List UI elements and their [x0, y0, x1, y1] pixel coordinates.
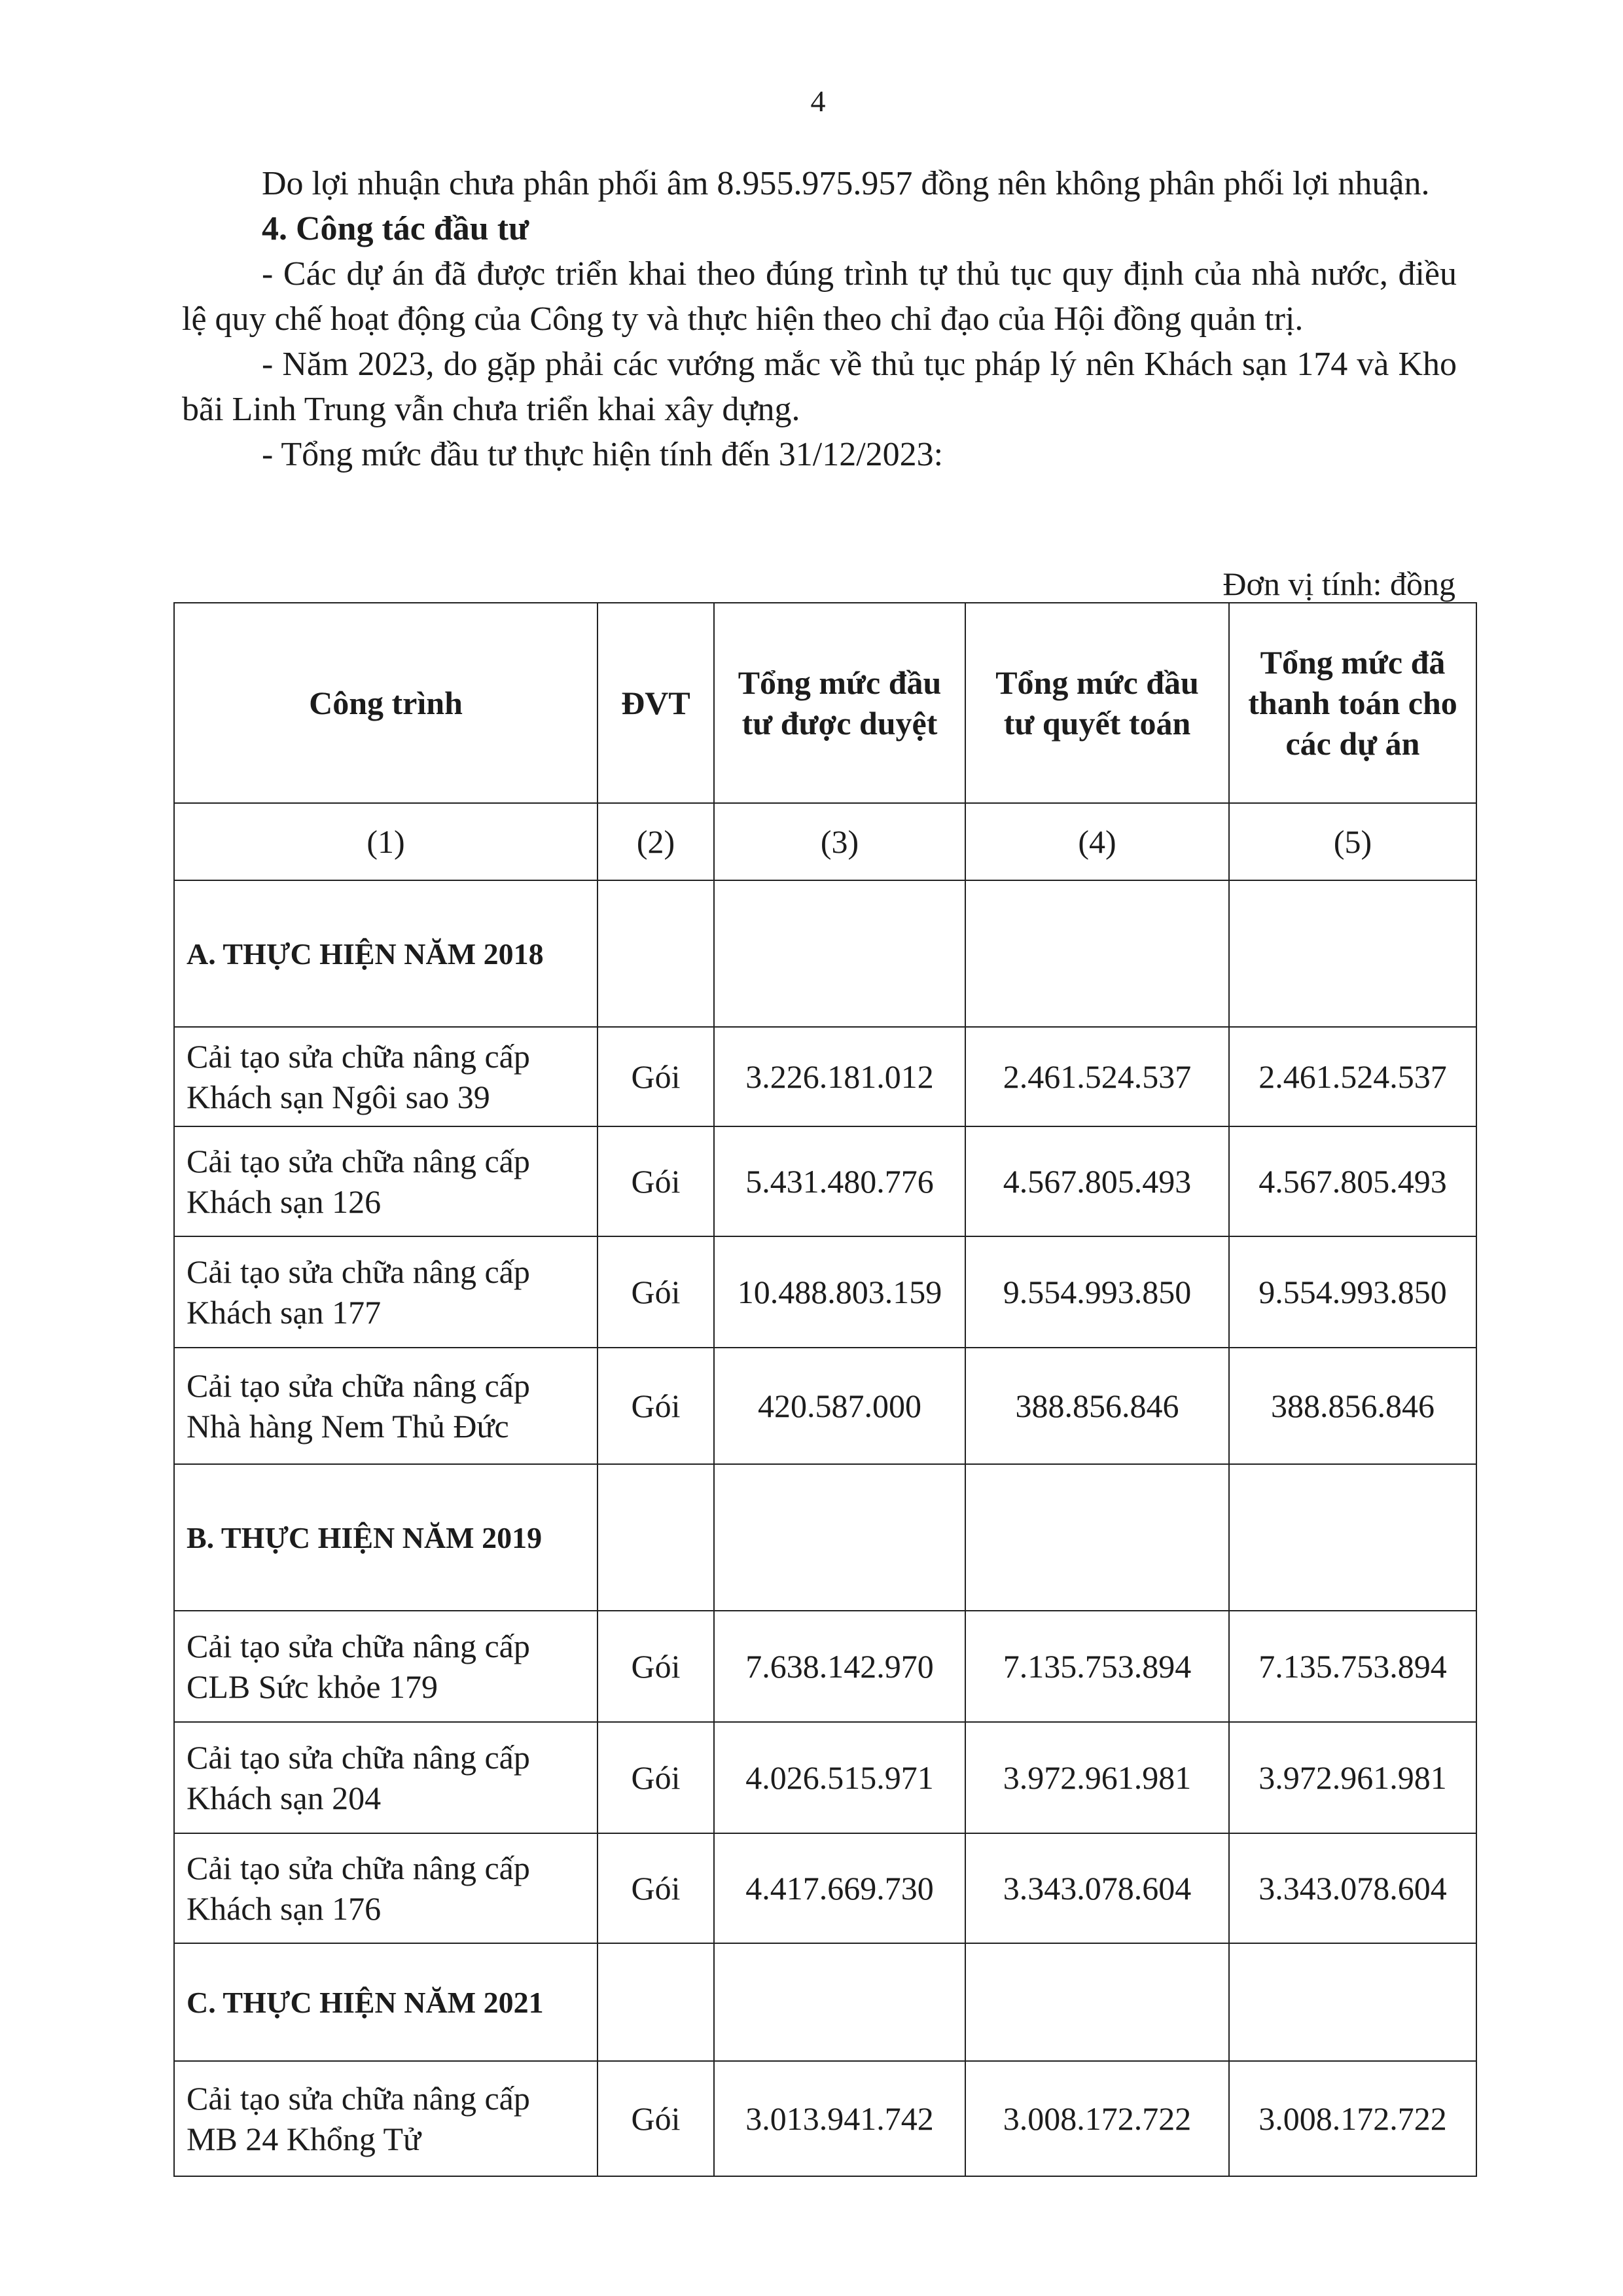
table-row [174, 1348, 1476, 1464]
paid-cell: 388.856.846 [1229, 1348, 1476, 1464]
approved-cell: 3.013.941.742 [714, 2061, 965, 2176]
settled-cell: 3.008.172.722 [965, 2061, 1229, 2176]
unit-cell: Gói [597, 1611, 714, 1722]
section-heading: 4. Công tác đầu tư [262, 210, 529, 247]
header-cong-trinh: Công trình [174, 603, 597, 803]
settled-cell: 388.856.846 [965, 1348, 1229, 1464]
paid-cell: 3.008.172.722 [1229, 2061, 1476, 2176]
paid-cell: 3.972.961.981 [1229, 1722, 1476, 1833]
section-row-2021 [174, 1943, 1476, 2061]
paragraph-total: - Tổng mức đầu tư thực hiện tính đến 31/12/2023: [262, 436, 944, 473]
section-row-2019 [174, 1464, 1476, 1611]
col-index: (2) [597, 803, 714, 880]
col-index: (3) [714, 803, 965, 880]
approved-cell: 420.587.000 [714, 1348, 965, 1464]
unit-cell: Gói [597, 1027, 714, 1126]
unit-cell: Gói [597, 2061, 714, 2176]
table-row [174, 1722, 1476, 1833]
header-paid: Tổng mức đã thanh toán cho các dự án [1229, 603, 1476, 803]
unit-cell: Gói [597, 1833, 714, 1943]
unit-cell: Gói [597, 1126, 714, 1236]
approved-cell: 5.431.480.776 [714, 1126, 965, 1236]
paid-cell: 3.343.078.604 [1229, 1833, 1476, 1943]
table-row [174, 2061, 1476, 2176]
paragraph-projects: - Các dự án đã được triển khai theo đúng trình tự thủ tục quy định của nhà nước, điều lệ quy chế hoạt động của Công ty và thực hiện theo chỉ đạo của Hội đồng quản trị. [182, 255, 1457, 338]
paid-cell: 7.135.753.894 [1229, 1611, 1476, 1722]
paid-cell: 4.567.805.493 [1229, 1126, 1476, 1236]
approved-cell: 4.417.669.730 [714, 1833, 965, 1943]
table-row [174, 1126, 1476, 1236]
approved-cell: 4.026.515.971 [714, 1722, 965, 1833]
project-name: Cải tạo sửa chữa nâng cấp Khách sạn 126 [174, 1126, 597, 1236]
section-title: C. THỰC HIỆN NĂM 2021 [174, 1943, 597, 2061]
column-index-row [174, 803, 1476, 880]
table-row [174, 1611, 1476, 1722]
section-title: B. THỰC HIỆN NĂM 2019 [174, 1464, 597, 1611]
project-name: Cải tạo sửa chữa nâng cấp Nhà hàng Nem Thủ Đức [174, 1348, 597, 1464]
table-row [174, 1236, 1476, 1348]
project-name: Cải tạo sửa chữa nâng cấp Khách sạn Ngôi sao 39 [174, 1027, 597, 1126]
settled-cell: 2.461.524.537 [965, 1027, 1229, 1126]
col-index: (5) [1229, 803, 1476, 880]
settled-cell: 4.567.805.493 [965, 1126, 1229, 1236]
approved-cell: 3.226.181.012 [714, 1027, 965, 1126]
header-settled: Tổng mức đầu tư quyết toán [965, 603, 1229, 803]
paid-cell: 2.461.524.537 [1229, 1027, 1476, 1126]
paragraph-profit: Do lợi nhuận chưa phân phối âm 8.955.975.957 đồng nên không phân phối lợi nhuận. [262, 165, 1430, 202]
table-row [174, 1833, 1476, 1943]
col-index: (4) [965, 803, 1229, 880]
unit-cell: Gói [597, 1722, 714, 1833]
header-approved: Tổng mức đầu tư được duyệt [714, 603, 965, 803]
settled-cell: 9.554.993.850 [965, 1236, 1229, 1348]
paid-cell: 9.554.993.850 [1229, 1236, 1476, 1348]
project-name: Cải tạo sửa chữa nâng cấp Khách sạn 204 [174, 1722, 597, 1833]
unit-cell: Gói [597, 1236, 714, 1348]
project-name: Cải tạo sửa chữa nâng cấp CLB Sức khỏe 179 [174, 1611, 597, 1722]
settled-cell: 3.972.961.981 [965, 1722, 1229, 1833]
paragraph-2023: - Năm 2023, do gặp phải các vướng mắc về thủ tục pháp lý nên Khách sạn 174 và Kho bãi Linh Trung vẫn chưa triển khai xây dựng. [182, 346, 1457, 428]
section-title: A. THỰC HIỆN NĂM 2018 [174, 880, 597, 1027]
investment-table [173, 602, 1477, 2177]
settled-cell: 7.135.753.894 [965, 1611, 1229, 1722]
unit-note: Đơn vị tính: đồng [1222, 565, 1455, 602]
col-index: (1) [174, 803, 597, 880]
page-number: 4 [810, 84, 826, 118]
header-dvt: ĐVT [597, 603, 714, 803]
project-name: Cải tạo sửa chữa nâng cấp Khách sạn 177 [174, 1236, 597, 1348]
section-row-2018 [174, 880, 1476, 1027]
approved-cell: 10.488.803.159 [714, 1236, 965, 1348]
body-text [182, 161, 1457, 477]
project-name: Cải tạo sửa chữa nâng cấp Khách sạn 176 [174, 1833, 597, 1943]
unit-cell: Gói [597, 1348, 714, 1464]
approved-cell: 7.638.142.970 [714, 1611, 965, 1722]
project-name: Cải tạo sửa chữa nâng cấp MB 24 Khổng Tử [174, 2061, 597, 2176]
settled-cell: 3.343.078.604 [965, 1833, 1229, 1943]
table-header-row [174, 603, 1476, 803]
table-row [174, 1027, 1476, 1126]
